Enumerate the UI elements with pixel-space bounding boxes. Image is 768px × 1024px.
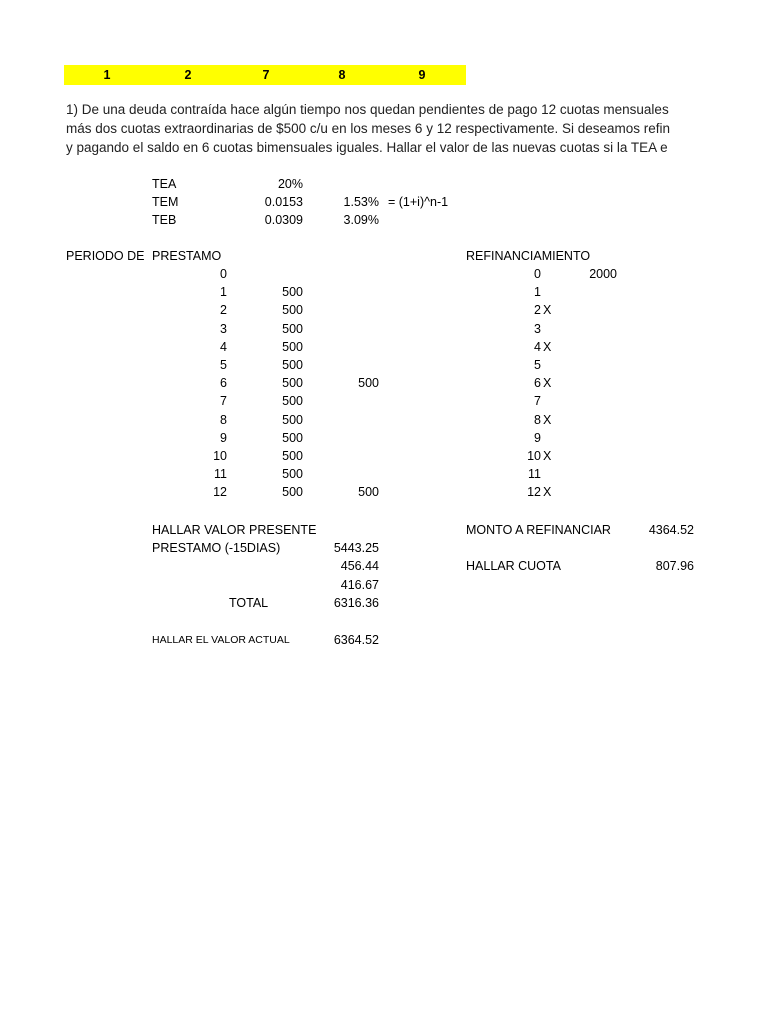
problem-line[interactable]: 1) De una deuda contraída hace algún tiempo nos quedan pendientes de pago 12 cuotas mensuales [66,102,669,117]
refin-mark[interactable]: X [543,485,552,499]
total-value[interactable]: 6316.36 [333,596,379,610]
prestamo-15dias-label[interactable]: PRESTAMO (-15DIAS) [152,541,281,555]
problem-statement [66,100,706,157]
header-number-1[interactable]: 1 [103,68,111,82]
refin-period[interactable]: 0 [534,267,541,281]
total-label[interactable]: TOTAL [229,596,269,610]
tem-value[interactable]: 0.0153 [264,195,303,209]
tem-label[interactable]: TEM [152,195,179,209]
prestamo-period[interactable]: 12 [213,485,227,499]
teb-value[interactable]: 0.0309 [264,213,303,227]
prestamo-period[interactable]: 5 [220,358,227,372]
prestamo-period[interactable]: 10 [213,449,227,463]
hallar-valor-actual-label[interactable]: HALLAR EL VALOR ACTUAL [152,634,290,646]
refin-mark[interactable]: X [543,303,552,317]
prestamo-period[interactable]: 9 [220,431,227,445]
present-value-1[interactable]: 5443.25 [333,541,379,555]
hallar-cuota-value[interactable]: 807.96 [655,559,694,573]
prestamo-cuota[interactable]: 500 [282,413,303,427]
refin-period[interactable]: 1 [534,285,541,299]
refin-mark[interactable]: X [543,340,552,354]
prestamo-period[interactable]: 0 [220,267,227,281]
prestamo-cuota[interactable]: 500 [282,285,303,299]
refin-period[interactable]: 4 [534,340,541,354]
refin-period[interactable]: 11 [528,467,541,481]
header-number-3[interactable]: 7 [262,68,270,82]
hallar-valor-presente-label[interactable]: HALLAR VALOR PRESENTE [152,523,317,537]
header-number-2[interactable]: 2 [184,68,192,82]
prestamo-cuota[interactable]: 500 [282,340,303,354]
refin-mark[interactable]: X [543,376,552,390]
problem-line[interactable]: más dos cuotas extraordinarias de $500 c/u en los meses 6 y 12 respectivamente. Si deseamos refin [66,121,671,136]
prestamo-period[interactable]: 4 [220,340,227,354]
refin-mark[interactable]: X [543,449,552,463]
refin-amount[interactable]: 2000 [589,267,617,281]
prestamo-cuota[interactable]: 500 [282,467,303,481]
prestamo-period[interactable]: 2 [220,303,227,317]
monto-refinanciar-value[interactable]: 4364.52 [648,523,694,537]
present-value-2[interactable]: 456.44 [340,559,379,573]
prestamo-cuota[interactable]: 500 [282,431,303,445]
refin-period[interactable]: 8 [534,413,541,427]
prestamo-cuota[interactable]: 500 [282,358,303,372]
prestamo-cuota[interactable]: 500 [282,376,303,390]
refinanciamiento-header[interactable]: REFINANCIAMIENTO [466,249,591,263]
header-number-bar [64,65,466,85]
prestamo-cuota[interactable]: 500 [282,394,303,408]
prestamo-header[interactable]: PRESTAMO [152,249,222,263]
tem-percent[interactable]: 1.53% [343,195,379,209]
refin-period[interactable]: 3 [534,322,541,336]
prestamo-extra[interactable]: 500 [358,485,379,499]
refin-period[interactable]: 6 [534,376,541,390]
periodo-header[interactable]: PERIODO DE [66,249,145,263]
prestamo-period[interactable]: 1 [220,285,227,299]
hallar-cuota-label[interactable]: HALLAR CUOTA [466,559,561,573]
refin-period[interactable]: 7 [534,394,541,408]
present-value-3[interactable]: 416.67 [340,578,379,592]
teb-percent[interactable]: 3.09% [343,213,379,227]
tea-label[interactable]: TEA [152,177,177,191]
refin-period[interactable]: 9 [534,431,541,445]
prestamo-extra[interactable]: 500 [358,376,379,390]
header-number-5[interactable]: 9 [418,68,426,82]
prestamo-period[interactable]: 6 [220,376,227,390]
refin-period[interactable]: 2 [534,303,541,317]
problem-line[interactable]: y pagando el saldo en 6 cuotas bimensuales iguales. Hallar el valor de las nuevas cuotas si la TEA e [66,140,668,155]
rate-formula[interactable]: = (1+i)^n-1 [388,195,449,209]
prestamo-cuota[interactable]: 500 [282,322,303,336]
monto-refinanciar-label[interactable]: MONTO A REFINANCIAR [466,523,611,537]
prestamo-cuota[interactable]: 500 [282,485,303,499]
header-number-4[interactable]: 8 [338,68,346,82]
tea-value[interactable]: 20% [277,177,303,191]
refin-period[interactable]: 5 [534,358,541,372]
valor-actual-value[interactable]: 6364.52 [333,633,379,647]
prestamo-period[interactable]: 8 [220,413,227,427]
prestamo-period[interactable]: 3 [220,322,227,336]
prestamo-cuota[interactable]: 500 [282,449,303,463]
refin-period[interactable]: 10 [527,449,541,463]
teb-label[interactable]: TEB [152,213,177,227]
refin-mark[interactable]: X [543,413,552,427]
refin-period[interactable]: 12 [527,485,541,499]
prestamo-period[interactable]: 7 [220,394,227,408]
prestamo-period[interactable]: 11 [214,467,227,481]
prestamo-cuota[interactable]: 500 [282,303,303,317]
